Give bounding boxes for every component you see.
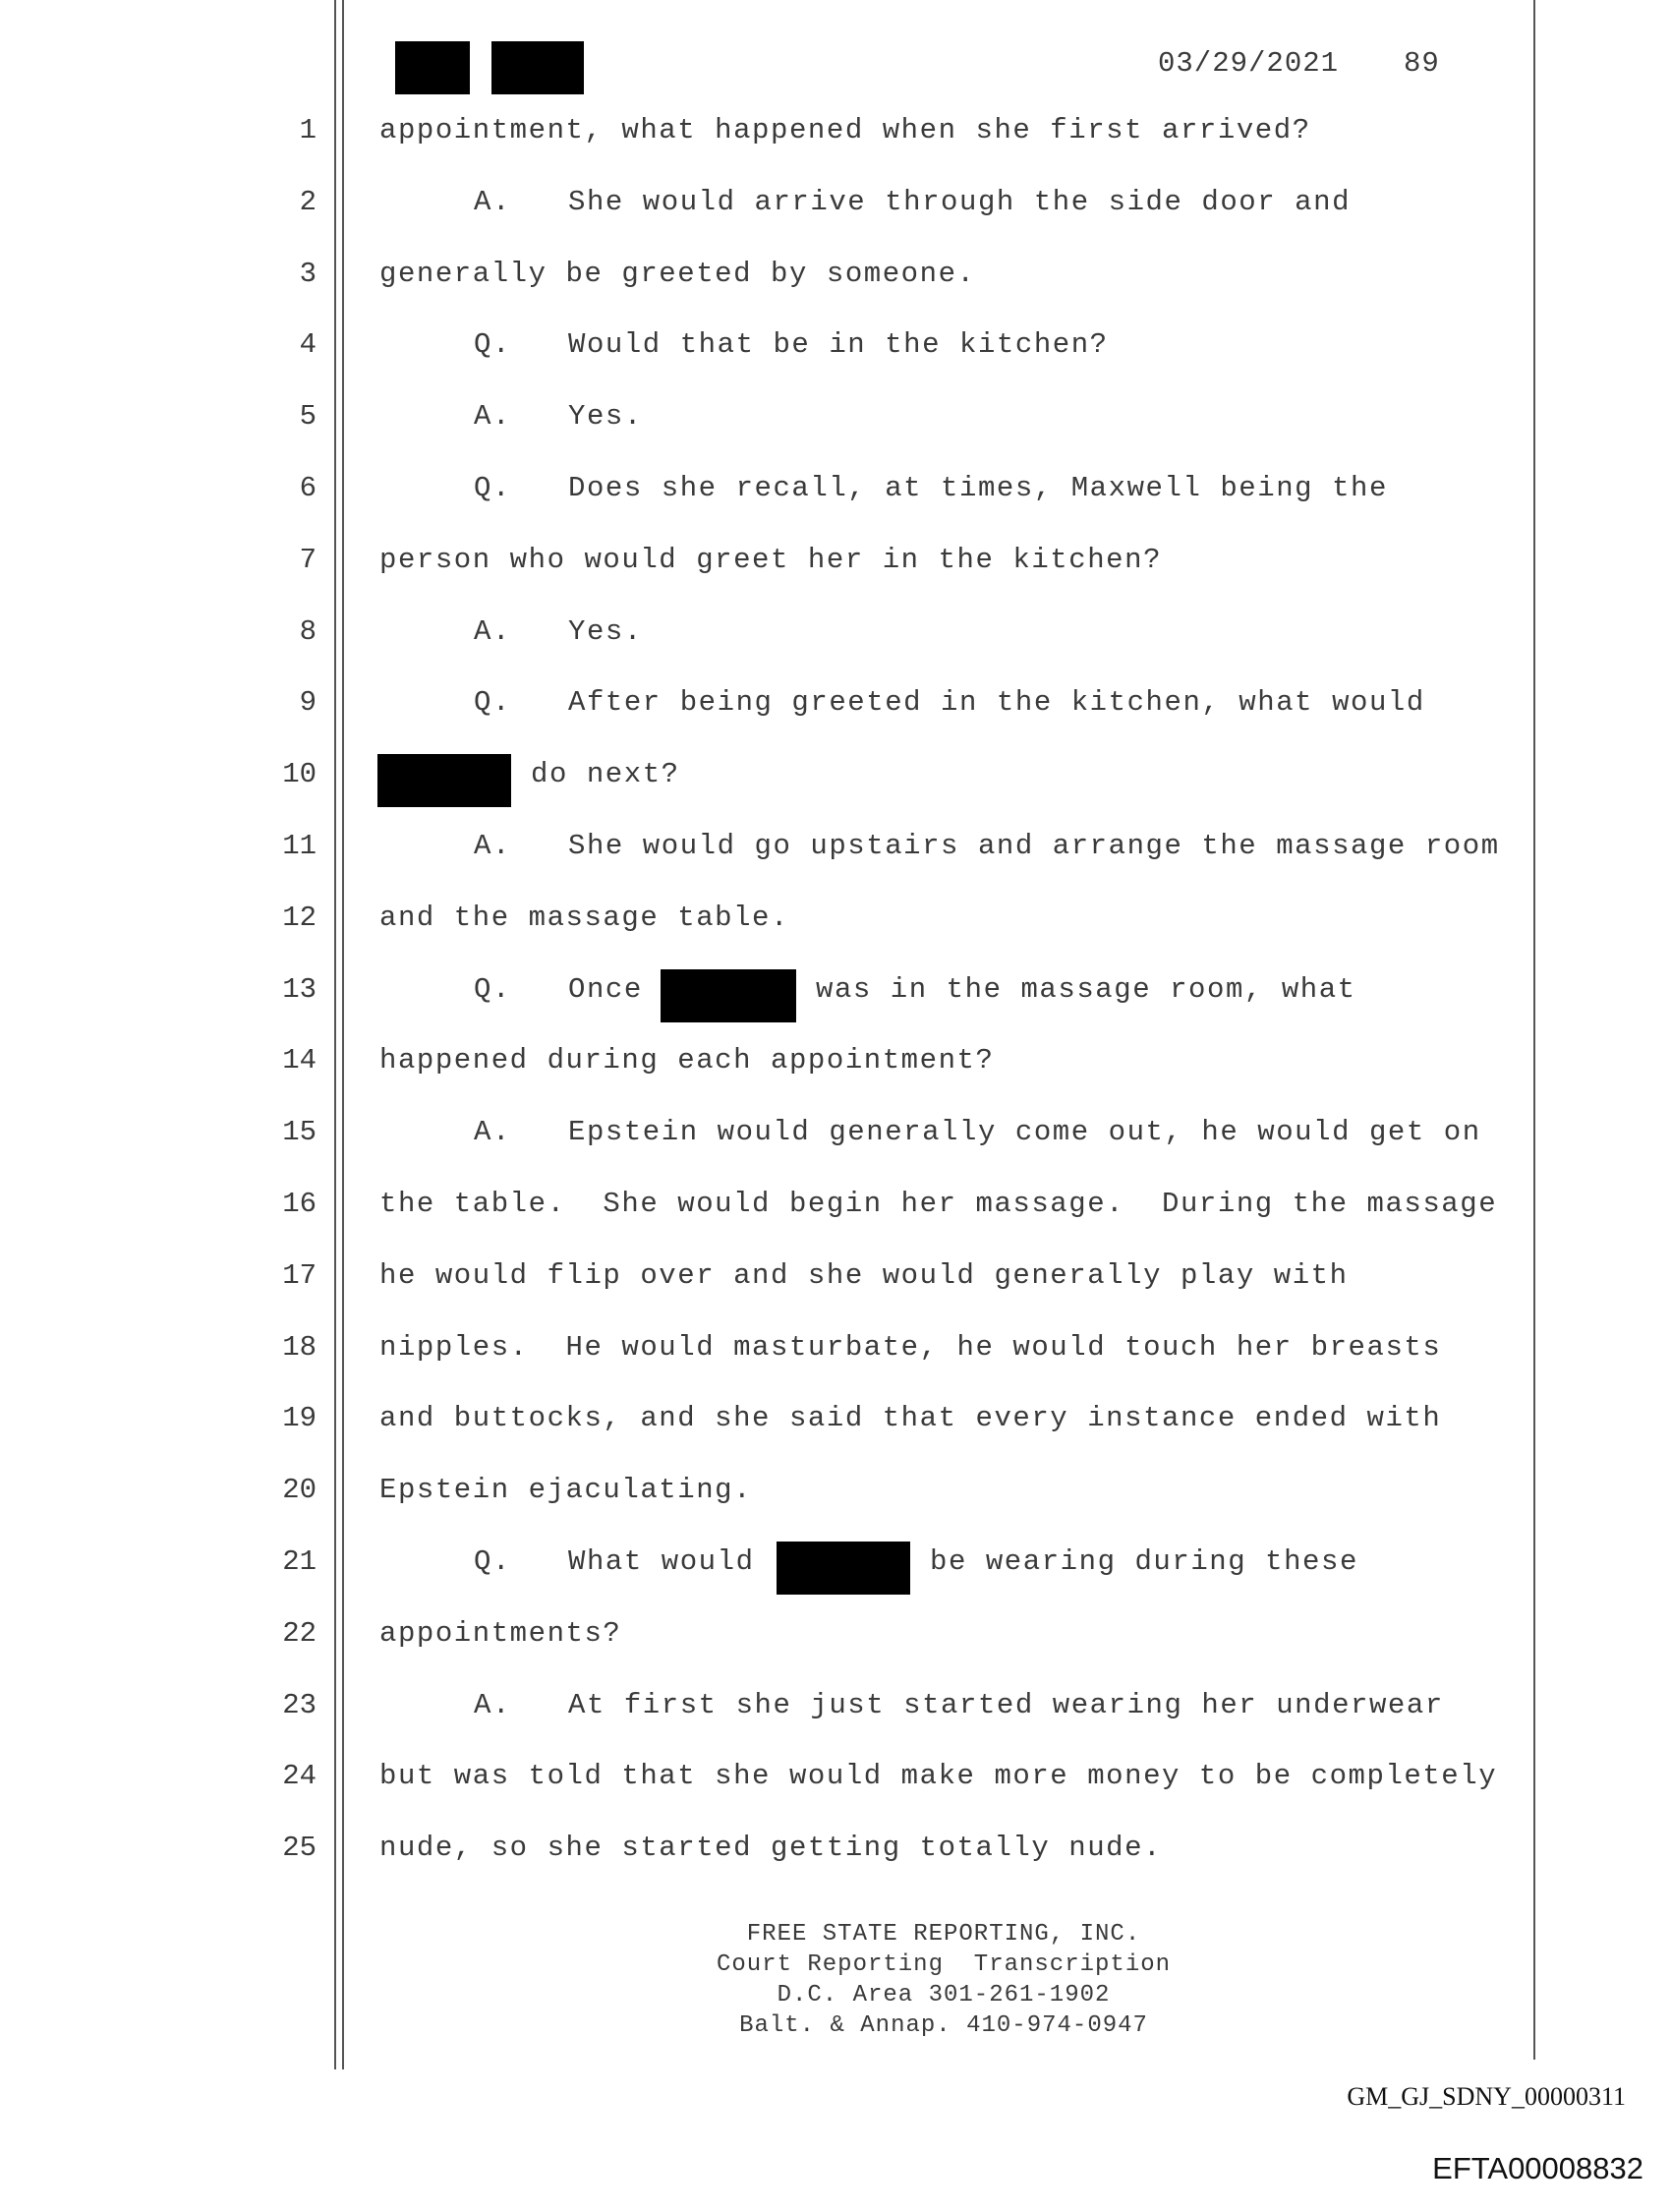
speaker-label: Q.	[474, 472, 511, 504]
line-number: 15	[282, 1116, 317, 1148]
line-number: 23	[282, 1689, 317, 1721]
line-text: She would arrive through the side door and	[568, 186, 1352, 218]
transcript-line	[0, 1545, 1671, 1589]
line-text: At first she just started wearing her underwear	[568, 1689, 1444, 1721]
transcript-line	[0, 1331, 1671, 1374]
line-text-after-redaction: was in the massage room, what	[816, 973, 1356, 1006]
transcript-line	[0, 114, 1671, 157]
transcript-line	[0, 328, 1671, 372]
line-number: 25	[282, 1832, 317, 1864]
line-text: and the massage table.	[379, 902, 789, 934]
bates-number: GM_GJ_SDNY_00000311	[1347, 2082, 1626, 2111]
footer-company: FREE STATE REPORTING, INC.	[746, 1921, 1141, 1948]
line-number: 10	[282, 758, 317, 790]
header-page-number: 89	[1404, 47, 1440, 80]
reporter-footer	[688, 1919, 1199, 2041]
line-text: Yes.	[568, 400, 643, 433]
speaker-label: A.	[474, 615, 511, 648]
line-number: 24	[282, 1760, 317, 1792]
line-number: 16	[282, 1188, 317, 1220]
line-text: appointment, what happened when she first arrived?	[379, 114, 1311, 146]
line-text: he would flip over and she would generally play with	[379, 1259, 1349, 1292]
line-number: 22	[282, 1617, 317, 1650]
line-number: 13	[282, 973, 317, 1006]
header-redaction	[491, 41, 584, 94]
line-text-after-redaction: be wearing during these	[930, 1545, 1358, 1578]
speaker-label: A.	[474, 186, 511, 218]
transcript-line	[0, 1760, 1671, 1803]
transcript-line	[0, 686, 1671, 729]
line-text: Epstein would generally come out, he would get on	[568, 1116, 1481, 1148]
transcript-line	[0, 615, 1671, 659]
line-text: After being greeted in the kitchen, what would	[568, 686, 1425, 719]
line-number: 19	[282, 1402, 317, 1434]
line-number: 9	[299, 686, 317, 719]
footer-balt-phone: Balt. & Annap. 410-974-0947	[739, 2012, 1148, 2039]
transcript-line	[0, 1044, 1671, 1087]
transcript-line	[0, 1188, 1671, 1231]
line-number: 21	[282, 1545, 317, 1578]
transcript-line	[0, 186, 1671, 229]
line-text: Does she recall, at times, Maxwell being the	[568, 472, 1388, 504]
line-number: 5	[299, 400, 317, 433]
line-text: generally be greeted by someone.	[379, 258, 976, 290]
line-text: Yes.	[568, 615, 643, 648]
line-number: 14	[282, 1044, 317, 1077]
line-number: 4	[299, 328, 317, 361]
line-number: 3	[299, 258, 317, 290]
name-redaction	[661, 969, 796, 1022]
header-redaction	[395, 41, 470, 94]
transcript-line	[0, 1689, 1671, 1732]
line-text: the table. She would begin her massage. During the massage	[379, 1188, 1498, 1220]
speaker-label: Q.	[474, 1545, 511, 1578]
line-number: 17	[282, 1259, 317, 1292]
transcript-line	[0, 1259, 1671, 1303]
line-number: 8	[299, 615, 317, 648]
transcript-line	[0, 1402, 1671, 1445]
line-number: 1	[299, 114, 317, 146]
line-text: nude, so she started getting totally nude.	[379, 1832, 1163, 1864]
transcript-line	[0, 472, 1671, 515]
line-text: appointments?	[379, 1617, 622, 1650]
line-text: do next?	[531, 758, 680, 790]
speaker-label: A.	[474, 400, 511, 433]
speaker-label: A.	[474, 1689, 511, 1721]
line-text: She would go upstairs and arrange the massage room	[568, 830, 1500, 862]
line-text: Epstein ejaculating.	[379, 1474, 753, 1506]
line-text: but was told that she would make more money to be completely	[379, 1760, 1498, 1792]
footer-dc-phone: D.C. Area 301-261-1902	[777, 1982, 1111, 2008]
transcript-line	[0, 258, 1671, 301]
line-text: Would that be in the kitchen?	[568, 328, 1109, 361]
transcript-line	[0, 902, 1671, 945]
name-redaction	[777, 1542, 910, 1595]
header-date: 03/29/2021	[1158, 47, 1340, 80]
speaker-label: A.	[474, 1116, 511, 1148]
right-margin-rule	[1533, 0, 1535, 2060]
speaker-label: Q.	[474, 686, 511, 719]
line-number: 12	[282, 902, 317, 934]
transcript-line	[0, 1832, 1671, 1875]
transcript-line	[0, 973, 1671, 1017]
line-number: 6	[299, 472, 317, 504]
speaker-label: Q.	[474, 328, 511, 361]
line-text-before-redaction: What would	[568, 1545, 755, 1578]
line-text: person who would greet her in the kitchen?	[379, 544, 1163, 576]
transcript-line	[0, 830, 1671, 873]
line-number: 7	[299, 544, 317, 576]
line-number: 20	[282, 1474, 317, 1506]
transcript-line	[0, 1617, 1671, 1660]
transcript-line	[0, 1474, 1671, 1517]
line-number: 18	[282, 1331, 317, 1364]
transcript-line	[0, 400, 1671, 443]
line-text-before-redaction: Once	[568, 973, 643, 1006]
name-redaction	[377, 754, 511, 807]
line-number: 11	[282, 830, 317, 862]
line-number: 2	[299, 186, 317, 218]
speaker-label: Q.	[474, 973, 511, 1006]
line-text: and buttocks, and she said that every instance ended with	[379, 1402, 1442, 1434]
footer-services: Court Reporting Transcription	[716, 1951, 1172, 1978]
line-text: nipples. He would masturbate, he would touch her breasts	[379, 1331, 1442, 1364]
transcript-line	[0, 544, 1671, 587]
transcript-line	[0, 758, 1671, 801]
efta-number: EFTA00008832	[1432, 2151, 1643, 2185]
line-text: happened during each appointment?	[379, 1044, 995, 1077]
transcript-line	[0, 1116, 1671, 1159]
speaker-label: A.	[474, 830, 511, 862]
